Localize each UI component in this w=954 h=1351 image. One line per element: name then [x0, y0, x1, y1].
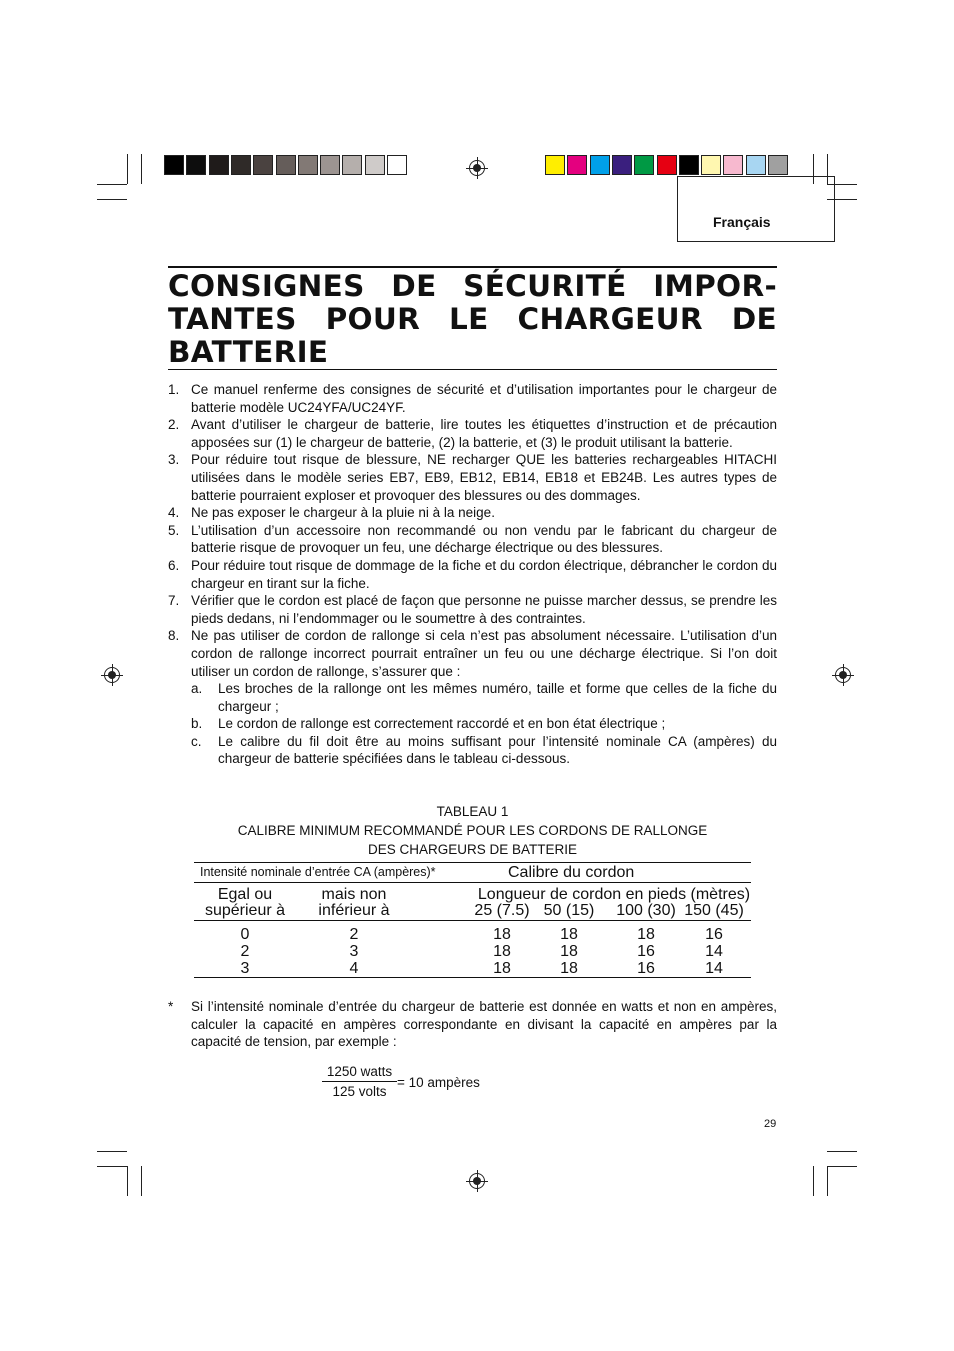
- color-swatch: [342, 155, 362, 175]
- color-swatch: [186, 155, 206, 175]
- extension-cord-checklist: [191, 680, 777, 768]
- table-cell: 18: [493, 960, 511, 977]
- item-number: 4.: [168, 505, 180, 521]
- item-number: 2.: [168, 417, 180, 433]
- color-swatch: [276, 155, 296, 175]
- table-cell: 16: [637, 960, 655, 977]
- table-cell: 18: [560, 926, 578, 943]
- column-header: Egal ou: [217, 886, 273, 903]
- color-swatch: [701, 155, 721, 175]
- color-swatch: [567, 155, 587, 175]
- color-swatch: [590, 155, 610, 175]
- table-cell: 16: [637, 943, 655, 960]
- table-rule: [194, 920, 751, 921]
- table-cell: 2: [349, 926, 359, 943]
- column-header: inférieur à: [318, 902, 390, 919]
- column-header: supérieur à: [204, 902, 286, 919]
- registration-mark-icon: [835, 667, 851, 683]
- sub-item-letter: b.: [191, 716, 203, 732]
- sub-item-letter: a.: [191, 681, 203, 697]
- color-swatch: [723, 155, 743, 175]
- table-cell: 18: [637, 926, 655, 943]
- color-swatch: [746, 155, 766, 175]
- color-swatch: [320, 155, 340, 175]
- sub-item-text: Les broches de la rallonge ont les mêmes numéro, taille et forme que celles de la fiche du chargeur ;: [218, 681, 777, 714]
- column-header: mais non: [321, 886, 387, 903]
- sub-item-text: Le cordon de rallonge est correctement raccordé et en bon état électrique ;: [218, 716, 666, 732]
- sub-list-item: [191, 733, 777, 768]
- color-swatch: [679, 155, 699, 175]
- color-swatch: [768, 155, 788, 175]
- list-item: [168, 627, 777, 768]
- item-text: Ce manuel renferme des consignes de sécurité et d’utilisation importantes pour le chargeur de batterie modèle UC24YFA/UC24YF.: [191, 382, 777, 415]
- color-swatch: [253, 155, 273, 175]
- item-number: 5.: [168, 522, 180, 538]
- list-item: [168, 451, 777, 504]
- list-item: [168, 557, 777, 592]
- color-swatch: [365, 155, 385, 175]
- table-header-amperage: Intensité nominale d’entrée CA (ampères)*: [200, 865, 436, 879]
- column-header-length-value: 50 (15): [543, 902, 595, 919]
- list-item: [168, 504, 777, 522]
- table-caption-number: TABLEAU 1: [436, 804, 509, 819]
- color-swatch: [298, 155, 318, 175]
- table-cell: 18: [493, 943, 511, 960]
- formula-result: = 10 ampères: [397, 1075, 480, 1090]
- footnote-marker: *: [168, 999, 174, 1014]
- formula-denominator: 125 volts: [332, 1084, 387, 1099]
- page-number: 29: [764, 1118, 777, 1130]
- item-number: 7.: [168, 593, 180, 609]
- formula-numerator: 1250 watts: [322, 1064, 397, 1082]
- table-rule: [194, 862, 751, 863]
- color-swatch: [612, 155, 632, 175]
- safety-instructions-list: [168, 381, 777, 768]
- language-tab: [677, 176, 835, 242]
- table-cell: 18: [560, 960, 578, 977]
- footnote-text: Si l’intensité nominale d’entrée du chargeur de batterie est donnée en watts et non en ampères, calculer la capacité en ampères correspondante en divisant la capacité en ampères par la capacité de tension, par exemple :: [191, 999, 777, 1050]
- table-cell: 3: [240, 960, 250, 977]
- color-swatch: [387, 155, 407, 175]
- item-number: 1.: [168, 382, 180, 397]
- list-item: [168, 522, 777, 557]
- color-swatch: [545, 155, 565, 175]
- table-header-gauge: Calibre du cordon: [508, 864, 635, 881]
- table-cell: 14: [705, 960, 723, 977]
- page-title: [168, 266, 777, 370]
- list-item: [168, 416, 777, 451]
- table-cell: 18: [493, 926, 511, 943]
- item-number: 3.: [168, 452, 180, 468]
- table-cell: 4: [349, 960, 359, 977]
- language-label: Français: [713, 214, 771, 230]
- registration-mark-icon: [469, 1173, 485, 1189]
- color-swatch: [231, 155, 251, 175]
- table-cell: 2: [240, 943, 250, 960]
- column-header-length-value: 150 (45): [684, 902, 744, 919]
- color-swatch: [209, 155, 229, 175]
- item-text: L’utilisation d’un accessoire non recommandé ou non vendu par le fabricant du chargeur de batterie risque de provoquer un feu, une décharge électrique ou des blessures.: [191, 522, 777, 556]
- sub-list-item: [191, 680, 777, 715]
- sub-list-item: [191, 715, 777, 733]
- column-header-length: Longueur de cordon en pieds (mètres): [477, 886, 751, 903]
- item-text: Avant d’utiliser le chargeur de batterie, lire toutes les étiquettes d’instruction et de précaution apposées sur (1) le chargeur de batterie, (2) la batterie, et (3) le produit utilisant la batterie.: [191, 417, 777, 450]
- table-caption-subtitle: DES CHARGEURS DE BATTERIE: [367, 842, 578, 857]
- registration-mark-icon: [469, 160, 485, 176]
- sub-item-letter: c.: [191, 733, 202, 749]
- title-line: CONSIGNES DE SÉCURITÉ IMPOR-: [168, 269, 777, 303]
- table-cell: 0: [240, 926, 250, 943]
- table-cell: 3: [349, 943, 359, 960]
- item-text: Vérifier que le cordon est placé de façon que personne ne puisse marcher dessus, se prendre les pieds dedans, ni l’endommager ou le soumettre à des contraintes.: [191, 593, 777, 626]
- list-item: [168, 592, 777, 627]
- table-cell: 16: [705, 926, 723, 943]
- table-caption-title: CALIBRE MINIMUM RECOMMANDÉ POUR LES CORDONS DE RALLONGE: [237, 823, 708, 838]
- column-header-length-value: 100 (30): [616, 902, 676, 919]
- item-number: 6.: [168, 557, 180, 573]
- registration-mark-icon: [104, 667, 120, 683]
- item-text: Ne pas exposer le chargeur à la pluie ni à la neige.: [191, 505, 495, 521]
- list-item: [168, 381, 777, 416]
- title-line: BATTERIE: [168, 335, 329, 369]
- item-number: 8.: [168, 628, 180, 644]
- item-text: Pour réduire tout risque de dommage de la fiche et du cordon électrique, débrancher le cordon du chargeur en tirant sur la fiche.: [191, 557, 777, 591]
- color-swatch: [634, 155, 654, 175]
- title-line: TANTES POUR LE CHARGEUR DE: [168, 302, 777, 336]
- item-text: Pour réduire tout risque de blessure, NE recharger QUE les batteries rechargeables HITACHI utilisées dans le modèle series EB7, EB9, EB12, EB14, EB18 et EB24B. Les autres types de batterie pourraient exploser et provoquer des blessures ou des dommages.: [191, 452, 777, 503]
- table-cell: 18: [560, 943, 578, 960]
- item-text: Ne pas utiliser de cordon de rallonge si cela n’est pas absolument nécessaire. L’utilisation d’un cordon de rallonge incorrect pourrait entraîner un feu ou une décharge électrique. Si l’on doit utiliser un cordon de rallonge, s’assurer que :: [191, 628, 777, 679]
- table-cell: 14: [705, 943, 723, 960]
- column-header-length-value: 25 (7.5): [474, 902, 530, 919]
- color-swatch: [657, 155, 677, 175]
- color-swatch: [164, 155, 184, 175]
- table-rule: [194, 882, 751, 883]
- sub-item-text: Le calibre du fil doit être au moins suffisant pour l’intensité nominale CA (ampères) du chargeur de batterie spécifiées dans le tableau ci-dessous.: [218, 733, 777, 767]
- footnote: [168, 998, 777, 1051]
